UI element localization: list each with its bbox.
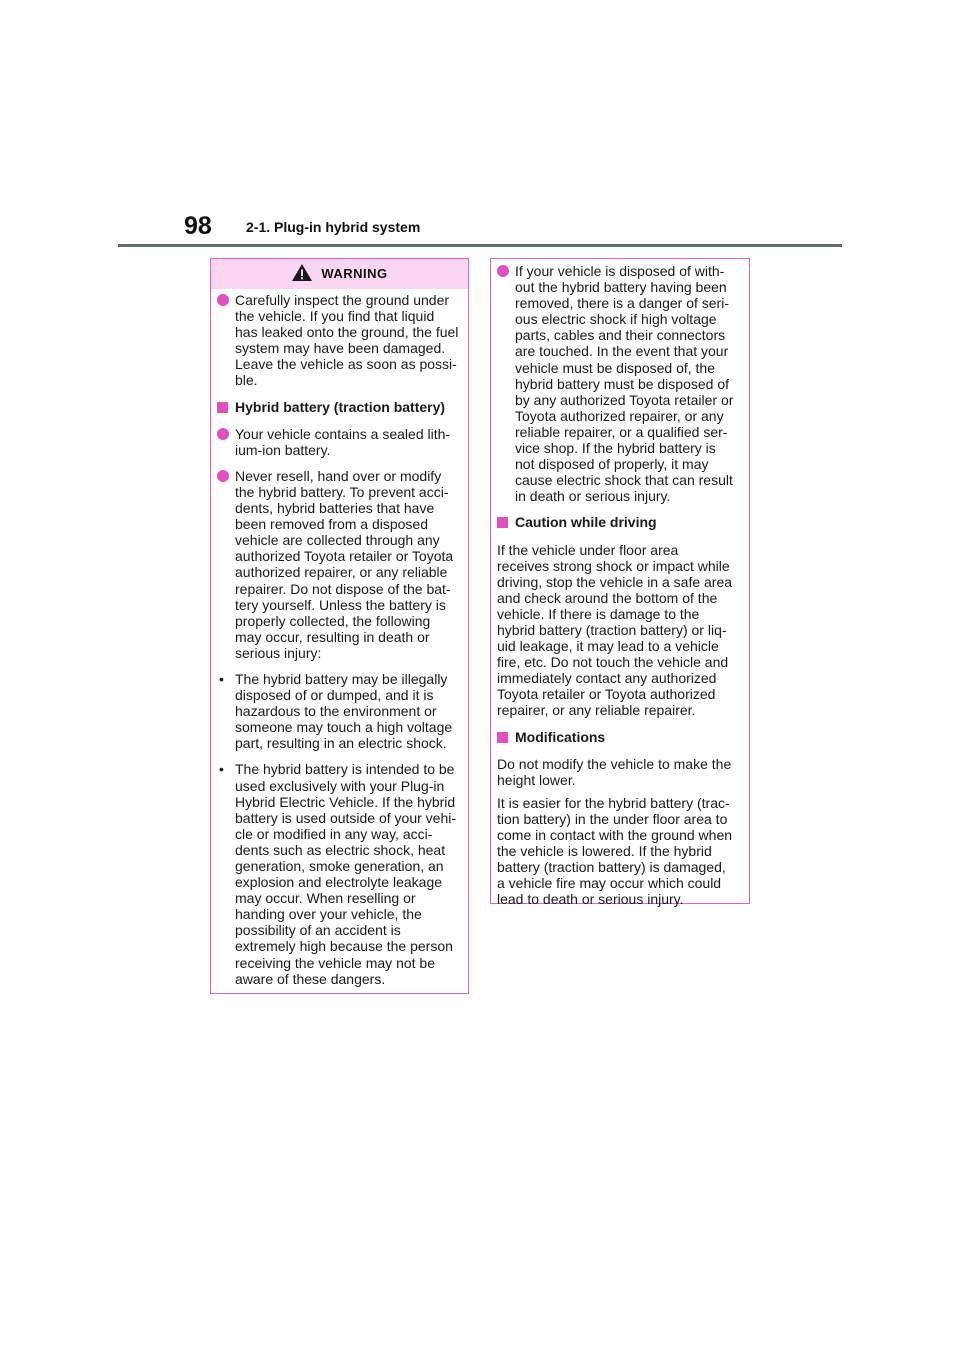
bullet-text: Never resell, hand over or modify the hybrid battery. To prevent acci- dents, hybrid batteries that have been removed from a disposed vehicle are collected through any authorized Toyota retailer or Toyota authorized repairer, or any reliable repairer. Do not dispose of the bat- tery yourself. Unless the battery is properly collected, the following may occur, resulting in death or serious injury: xyxy=(235,467,454,661)
bullet-circle-icon xyxy=(217,294,229,306)
bullet-circle-icon xyxy=(497,265,509,277)
dot-text: The hybrid battery may be illegally disposed of or dumped, and it is hazardous to the environment or someone may touch a high voltage part, resulting in an electric shock. xyxy=(235,670,453,752)
warning-header xyxy=(211,259,468,289)
paragraph: Do not modify the vehicle to make the height lower. xyxy=(497,755,732,788)
subheading-text: Caution while driving xyxy=(515,514,657,531)
warning-triangle-icon xyxy=(291,263,313,285)
warning-content-right xyxy=(491,259,749,907)
page-number: 98 xyxy=(184,212,212,240)
subheading xyxy=(497,514,741,531)
subheading xyxy=(497,729,741,746)
bullet-circle-icon xyxy=(217,470,229,482)
square-marker-icon xyxy=(497,732,508,743)
warning-title: WARNING xyxy=(321,265,388,281)
subheading-text: Modifications xyxy=(515,728,606,745)
warning-box-left xyxy=(210,258,469,994)
paragraph: If the vehicle under floor area receives strong shock or impact while driving, stop the vehicle in a safe area and check around the bottom of the vehicle. If there is damage to the hybrid battery (traction battery) or liq- uid leakage, it may lead to a vehicle fire, etc. Do not touch the vehicle and immediately contact any authorized Toyota retailer or Toyota authorized repairer, or any reliable repairer. xyxy=(497,541,733,719)
dot-marker: • xyxy=(219,761,224,778)
bullet-circle-icon xyxy=(217,428,229,440)
dot-marker: • xyxy=(219,670,224,687)
warning-content-left xyxy=(211,289,468,987)
subheading-text: Hybrid battery (traction battery) xyxy=(235,398,446,415)
bullet-text: Carefully inspect the ground under the vehicle. If you find that liquid has leaked onto the ground, the fuel system may have been damaged. Leave the vehicle as soon as possi- ble. xyxy=(235,292,459,389)
bullet-item xyxy=(217,468,460,661)
bullet-text: Your vehicle contains a sealed lith- ium-ion battery. xyxy=(235,425,451,458)
bullet-text: If your vehicle is disposed of with- out the hybrid battery having been removed, there is a danger of seri- ous electric shock if high voltage parts, cables and their connectors are touched. In the event that your vehicle must be disposed of, the hybrid battery must be disposed of by any authorized Toyota retailer or Toyota authorized repairer, or any reliable repairer, or a qualified ser- vice shop. If the hybrid battery is not disposed of properly, it may cause electric shock that can result in death or serious injury. xyxy=(515,263,734,505)
header-rule xyxy=(118,244,842,247)
square-marker-icon xyxy=(217,402,228,413)
dot-text: The hybrid battery is intended to be used exclusively with your Plug-in Hybrid Electric Vehicle. If the hybrid battery is used outside of your vehi- cle or modified in any way, acci- dents such as electric shock, heat generation, smoke generation, an explosion and electrolyte leakage may occur. When reselling or handing over your vehicle, the possibility of an accident is extremely high because the person receiving the vehicle may not be aware of these dangers. xyxy=(235,761,457,987)
dot-item xyxy=(217,671,460,751)
bullet-item xyxy=(217,292,460,389)
square-marker-icon xyxy=(497,517,508,528)
dot-item xyxy=(217,761,460,986)
subheading xyxy=(217,399,460,416)
bullet-item xyxy=(497,263,741,504)
paragraph: It is easier for the hybrid battery (trac- tion battery) in the under floor area to come in contact with the ground when the vehicle is lowered. If the hybrid battery (traction battery) is damaged, a vehicle fire may occur which could lead to death or serious injury. xyxy=(497,794,733,908)
bullet-item xyxy=(217,426,460,458)
warning-box-right xyxy=(490,258,750,908)
section-title: 2-1. Plug-in hybrid system xyxy=(246,219,421,235)
